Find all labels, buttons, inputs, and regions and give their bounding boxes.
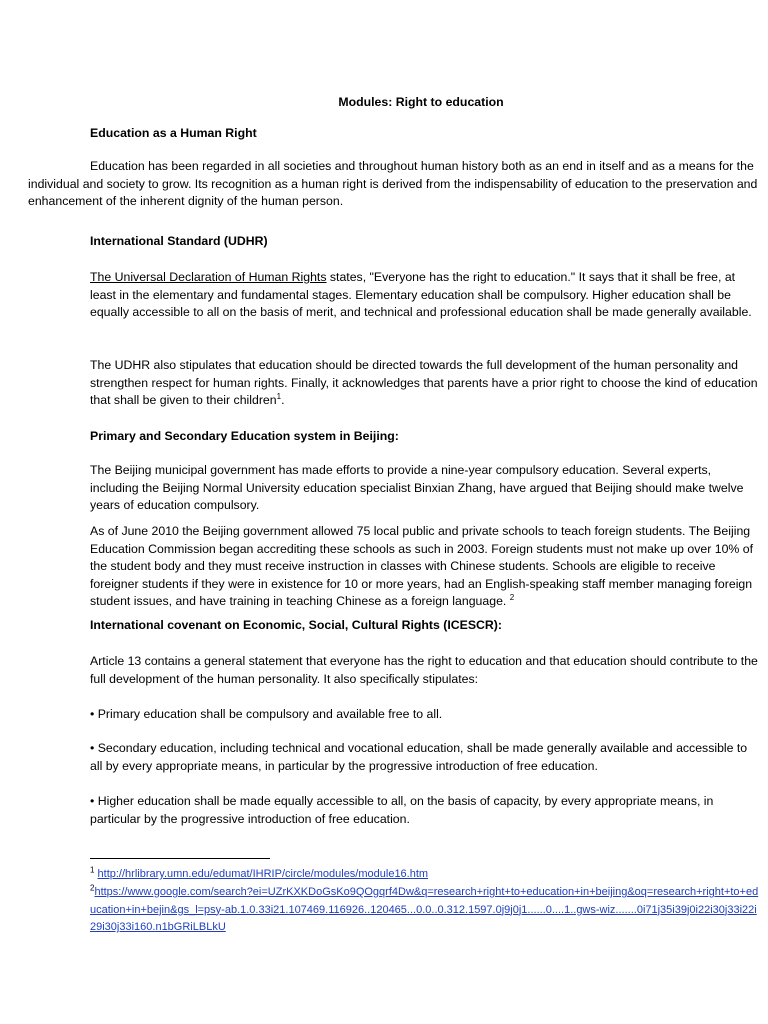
paragraph-beijing-2 <box>90 523 762 611</box>
footnote-2 <box>90 884 762 937</box>
section-heading-udhr: International Standard (UDHR) <box>90 234 268 248</box>
footnote-separator <box>90 858 270 859</box>
bullet-higher-education: • Higher education shall be made equally accessible to all, on the basis of capacity, by every appropriate means, in particular by the progressive introduction of free education. <box>90 794 714 826</box>
udhr-paragraph-2-text: The UDHR also stipulates that education should be directed towards the full development of the human personality and strengthen respect for human rights. Finally, it acknowledges that parents have a prior right to choose the kind of education that shall be given to their children <box>90 358 758 407</box>
beijing-paragraph-2-text: As of June 2010 the Beijing government allowed 75 local public and private schools to teach foreign students. The Beijing Education Commission began accrediting these schools as such in 2003. Foreign students must not make up over 10% of the student body and they must receive instruction in classes with Chinese students. Schools are eligible to receive foreigner students if they were in existence for 10 or more years, had an English-speaking staff member managing foreign student issues, and have training in teaching Chinese as a foreign language. <box>90 524 754 608</box>
footnote-ref-1[interactable]: 1 <box>276 391 282 401</box>
section-heading-beijing: Primary and Secondary Education system in Beijing: <box>90 429 399 443</box>
footnote-1-marker: 1 <box>90 865 95 875</box>
paragraph-udhr-1 <box>90 269 762 322</box>
footnote-2-marker: 2 <box>90 883 95 893</box>
paragraph-beijing-1: The Beijing municipal government has made efforts to provide a nine-year compulsory education. Several experts, including the Beijing Normal University education specialist Binxian Zhang, have argued that Beijing should make twelve years of education compulsory. <box>90 463 744 512</box>
paragraph-human-right: Education has been regarded in all societies and throughout human history both as an end in itself and as a means for the individual and society to grow. Its recognition as a human right is derived from the indispensability of education to the preservation and enhancement of the inherent dignity of the human person. <box>28 159 758 208</box>
footnote-ref-2[interactable]: 2 <box>509 592 515 602</box>
udhr-reference-link[interactable]: The Universal Declaration of Human Rights <box>90 270 327 284</box>
bullet-secondary-education: • Secondary education, including technical and vocational education, shall be made generally available and accessible to all by every appropriate means, in particular by the progressive introduction of free education. <box>90 741 748 773</box>
footnote-2-link[interactable]: https://www.google.com/search?ei=UZrKXKDoGsKo9QOgqrf4Dw&q=research+right+to+education+in+beijing&oq=research+right+to+education+in+bejin&gs_l=psy-ab.1.0.33i21.107469.116926..120465...0.0..0.312.1597.0j9j0j1......0....1..gws-wiz.......0i71j35i39j0i22i30j33i22i29i30j33i160.n1bGRiLBLkU <box>90 886 759 933</box>
section-heading-human-right: Education as a Human Right <box>90 126 257 140</box>
paragraph-udhr-2 <box>90 357 762 410</box>
udhr-paragraph-text: states, "Everyone has the right to education." It says that it shall be free, at least in the elementary and fundamental stages. Elementary education shall be compulsory. Higher education shall be equally accessible to all on the basis of merit, and technical and professional education shall be made generally available. <box>90 270 752 319</box>
footnote-1-link[interactable]: http://hrlibrary.umn.edu/edumat/IHRIP/circle/modules/module16.htm <box>97 868 429 880</box>
document-title: Modules: Right to education <box>338 95 504 109</box>
section-heading-icescr: International covenant on Economic, Social, Cultural Rights (ICESCR): <box>90 618 502 632</box>
paragraph-icescr: Article 13 contains a general statement that everyone has the right to education and that education should contribute to the full development of the human personality. It also specifically stipulates: <box>90 654 758 686</box>
footnote-1 <box>90 866 762 884</box>
bullet-primary-education: • Primary education shall be compulsory and available free to all. <box>90 707 443 721</box>
udhr-paragraph-2-end: . <box>281 393 285 407</box>
